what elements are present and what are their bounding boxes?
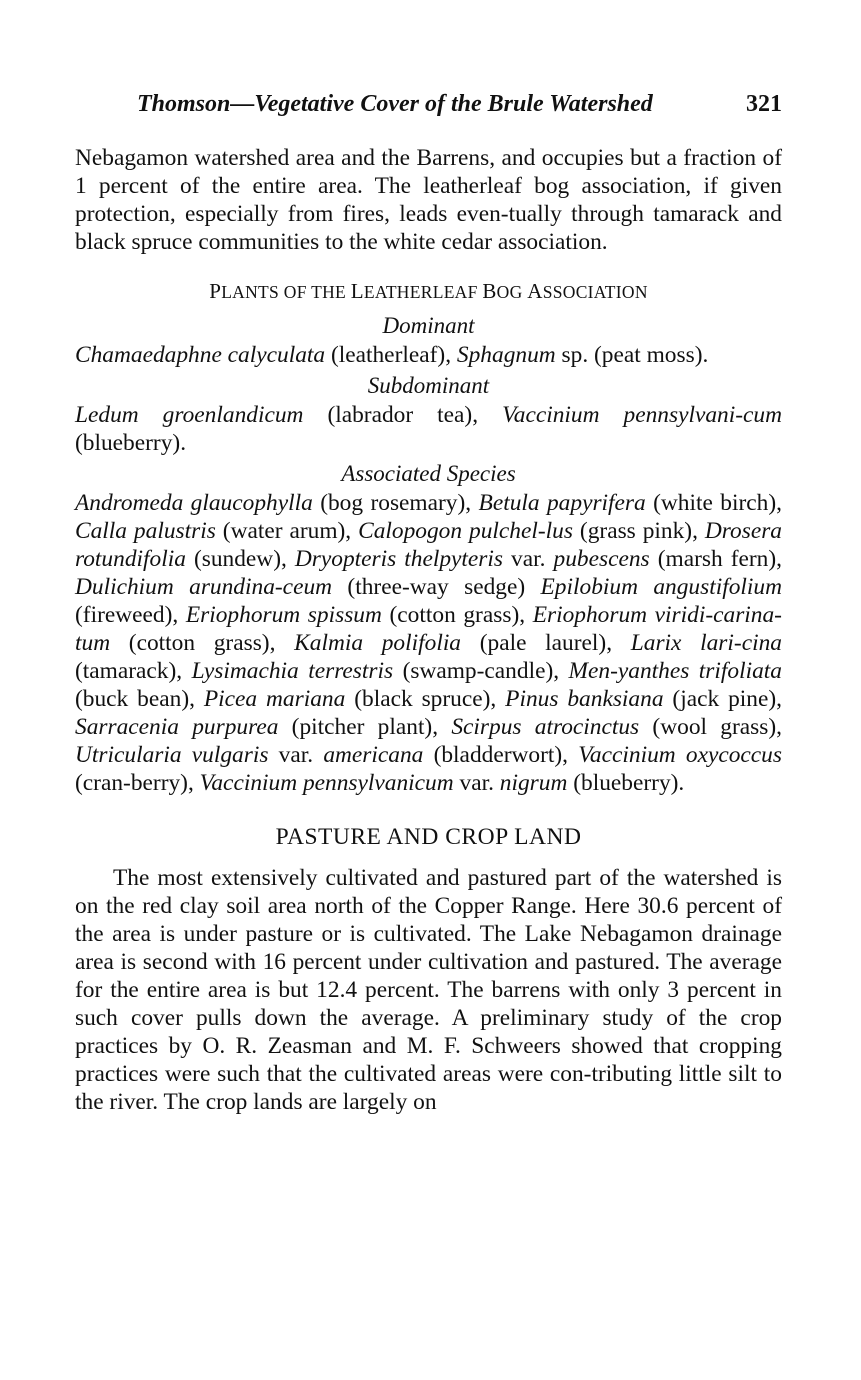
- book-page: [75, 86, 782, 1116]
- species-name: Eriophorum viridi-carina-tum: [75, 602, 782, 656]
- common-name-text: (cran-berry),: [75, 770, 200, 796]
- common-name-text: (cotton grass),: [381, 602, 533, 628]
- species-name: americana: [323, 742, 424, 768]
- species-name: Sphagnum: [456, 342, 556, 368]
- species-name: Vaccinium pennsylvani-cum: [502, 402, 782, 428]
- common-name-text: (wool grass),: [639, 714, 782, 740]
- pasture-paragraph: The most extensively cultivated and pastured part of the watershed is on the red clay soil area north of the Copper Range. Here 30.6 percent of the area is under pasture or is cultivated. The Lake Nebagamon drainage area is second with 16 percent under cultivation and pastured. The average for the entire area is but 12.4 percent. The barrens with only 3 percent in such cover pulls down the average. A preliminary study of the crop practices by O. R. Zeasman and M. F. Schweers showed that cropping practices were such that the cultivated areas were con-tributing little silt to the river. The crop lands are largely on: [75, 865, 782, 1115]
- species-name: Dulichium arundina-ceum: [75, 574, 333, 600]
- common-name-text: (blueberry).: [567, 770, 685, 796]
- common-name-text: (black spruce),: [345, 686, 506, 712]
- common-name-text: (marsh fern),: [649, 546, 782, 572]
- common-name-text: (swamp-candle),: [393, 658, 569, 684]
- subdominant-species-paragraph: [75, 401, 782, 457]
- species-name: nigrum: [499, 770, 568, 796]
- species-name: Andromeda glaucophylla: [75, 490, 313, 516]
- plants-section-heading: PLANTS OF THE LEATHERLEAF BOG ASSOCIATION: [209, 279, 648, 303]
- common-name-text: (blueberry).: [75, 430, 187, 456]
- common-name-text: (white birch),: [645, 490, 782, 516]
- species-name: Picea mariana: [203, 686, 346, 712]
- running-header: [137, 86, 782, 122]
- species-name: Scirpus atrocinctus: [451, 714, 640, 740]
- common-name-text: (buck bean),: [75, 686, 204, 712]
- associated-species-paragraph: [75, 489, 782, 797]
- pasture-section-heading: PASTURE AND CROP LAND: [275, 824, 582, 850]
- species-name: Eriophorum spissum: [185, 602, 382, 628]
- species-name: Betula papyrifera: [478, 490, 646, 516]
- common-name-text: (fireweed),: [75, 602, 186, 628]
- dominant-subheading: Dominant: [382, 313, 475, 338]
- common-name-text: var.: [503, 546, 554, 572]
- subdominant-subheading: Subdominant: [367, 373, 490, 398]
- running-title: Thomson—Vegetative Cover of the Brule Watershed: [137, 91, 653, 117]
- common-name-text: (water arum),: [215, 518, 359, 544]
- species-name: Vaccinium pennsylvanicum: [199, 770, 454, 796]
- intro-paragraph: Nebagamon watershed area and the Barrens, and occupies but a fraction of 1 percent of the entire area. The leatherleaf bog association, if given protection, especially from fires, leads even-tually through tamarack and black spruce communities to the white cedar association.: [75, 145, 782, 255]
- species-name: Calopogon pulchel-lus: [358, 518, 573, 544]
- species-name: Vaccinium oxycoccus: [578, 742, 782, 768]
- species-name: Ledum groenlandicum: [75, 402, 304, 428]
- dominant-species-paragraph: [75, 341, 782, 369]
- species-name: pubescens: [553, 546, 650, 572]
- species-name: Sarracenia purpurea: [75, 714, 279, 740]
- species-name: Calla palustris: [75, 518, 216, 544]
- common-name-text: (bog rosemary),: [312, 490, 479, 516]
- common-name-text: (leatherleaf),: [325, 342, 457, 368]
- common-name-text: var.: [268, 742, 324, 768]
- common-name-text: (labrador tea),: [303, 402, 503, 428]
- species-name: Epilobium angustifolium: [540, 574, 783, 600]
- common-name-text: (jack pine),: [663, 686, 782, 712]
- species-name: Pinus banksiana: [505, 686, 664, 712]
- species-name: Dryopteris thelpyteris: [294, 546, 504, 572]
- species-name: Men-yanthes trifoliata: [568, 658, 782, 684]
- common-name-text: (pitcher plant),: [278, 714, 452, 740]
- species-name: Larix lari-cina: [630, 630, 782, 656]
- common-name-text: (sundew),: [185, 546, 295, 572]
- associated-species-subheading: Associated Species: [341, 461, 516, 486]
- species-name: Kalmia polifolia: [294, 630, 462, 656]
- common-name-text: var.: [453, 770, 500, 796]
- page-number: 321: [746, 91, 782, 117]
- common-name-text: sp. (peat moss).: [555, 342, 709, 368]
- common-name-text: (bladderwort),: [423, 742, 579, 768]
- common-name-text: (pale laurel),: [461, 630, 631, 656]
- species-name: Lysimachia terrestris: [191, 658, 394, 684]
- species-name: Drosera rotundifolia: [75, 518, 782, 572]
- common-name-text: (three-way sedge): [332, 574, 541, 600]
- common-name-text: (tamarack),: [75, 658, 192, 684]
- common-name-text: (grass pink),: [572, 518, 705, 544]
- species-name: Utricularia vulgaris: [75, 742, 269, 768]
- species-name: Chamaedaphne calyculata: [75, 342, 326, 368]
- common-name-text: (cotton grass),: [110, 630, 295, 656]
